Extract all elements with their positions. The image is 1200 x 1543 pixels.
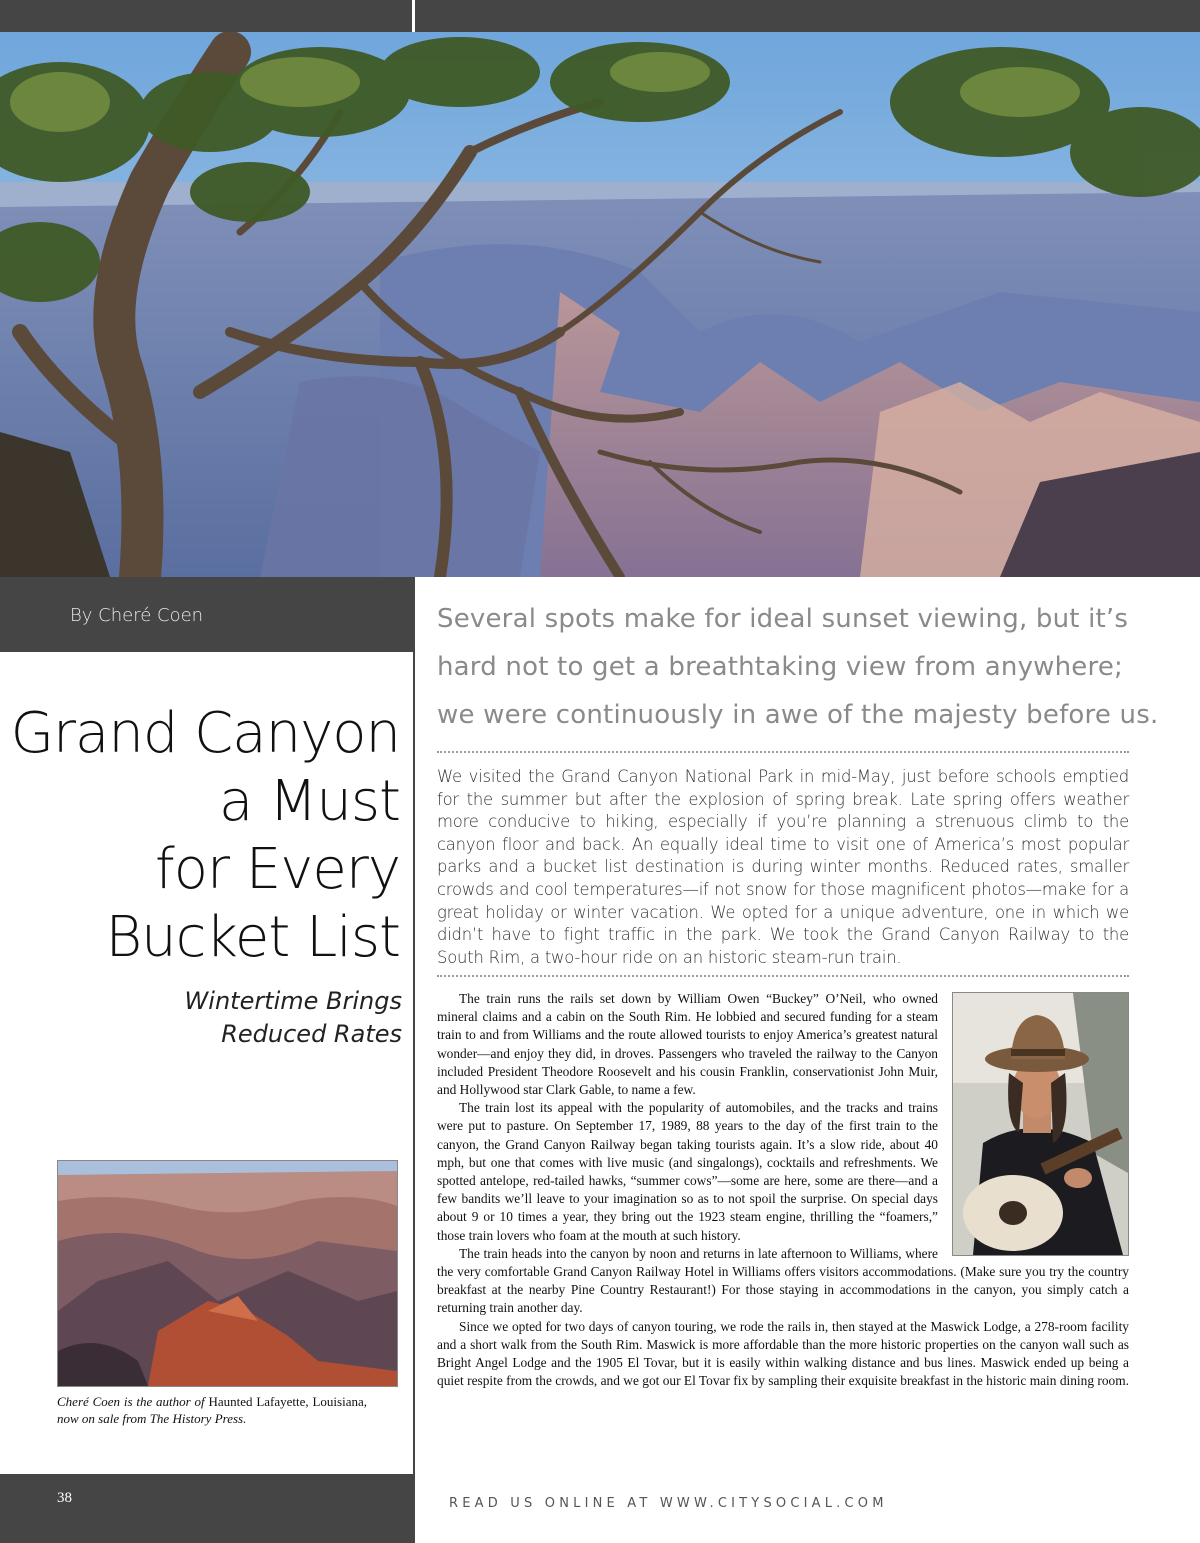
caption-book: Haunted Lafayette, Louisiana — [208, 1394, 364, 1409]
article-subtitle — [22, 985, 402, 1051]
divider-top — [437, 751, 1129, 753]
musician-photo-art — [953, 993, 1128, 1255]
caption-part1: Cheré Coen is the author of — [57, 1394, 209, 1409]
article-title — [0, 700, 400, 972]
column-rule — [413, 577, 415, 1543]
body-paragraph: Since we opted for two days of canyon touring, we rode the rails in, then stayed at the Maswick Lodge, a 278-room facility and a short walk from the South Rim. Maswick is more affordable than the more historic properties on the canyon wall such as Bright Angel Lodge and the 1905 El Tovar, but it is easily within walking distance and bus lines. Maswick ended up being a quiet respite from the crowds, and we got our El Tovar fix by sampling their exquisite breakfast in the historic main dining room. — [437, 1318, 1129, 1389]
title-line: for Every — [155, 837, 400, 902]
byline: By Cheré Coen — [70, 605, 204, 626]
footer-bar — [0, 1474, 413, 1543]
byline-bar — [0, 577, 413, 652]
page-number: 38 — [57, 1490, 72, 1506]
caption-part2: , now on sale from The History Press. — [57, 1394, 367, 1426]
title-line: a Must — [218, 769, 400, 834]
subtitle-line: Reduced Rates — [221, 1020, 402, 1048]
body-paragraph: The train heads into the canyon by noon and returns in late afternoon to Williams, where the very comfortable Grand Canyon Railway Hotel in Williams offers visitors accommodations. (Make sure you try the country breakfast at the nearby Pine Country Restaurant!) For those staying in accommodations in the canyon, you simply catch a returning train another day. — [437, 1245, 1129, 1316]
title-line: Bucket List — [105, 905, 400, 970]
body-paragraph: The train lost its appeal with the popularity of automobiles, and the tracks and trains were put to pasture. On September 17, 1989, 88 years to the day of the first train to the canyon, the Grand Canyon Railway began taking tourists again. It’s a slow ride, about 40 mph, but one that comes with live music (and singalongs), cocktails and refreshments. We spotted antelope, red-tailed hawks, “summer cows”—some are here, some are there—and a few bandits we’ll leave to your imagination so as to not spoil the surprise. On special days about 9 or 10 times a year, they bring out the 1923 steam engine, thrilling the “foamers,” those train lovers who foam at the mouth at such history. — [437, 1100, 938, 1243]
intro-paragraph: We visited the Grand Canyon National Park in mid-May, just before schools emptied for the summer but after the explosion of spring break. Late spring offers weather more conducive to hiking, especially if you’re planning a strenuous climb to the canyon floor and back. An equally ideal time to visit one of America’s most popular parks and a bucket list destination is during winter months. Reduced rates, smaller crowds and cool temperatures—if not snow for those magnificent photos—make for a great holiday or winter vacation. We opted for a unique adventure, one in which we didn’t have to fight traffic in the park. We took the Grand Canyon Railway to the South Rim, a two-hour ride on an historic steam-run train. — [437, 767, 1129, 967]
hero-photo-art — [0, 32, 1200, 577]
footer-url: READ US ONLINE AT WWW.CITYSOCIAL.COM — [449, 1496, 888, 1511]
article-body — [437, 990, 1129, 1390]
pull-quote: Several spots make for ideal sunset viewing, but it’s hard not to get a breathtaking view from anywhere; we were continuously in awe of the majesty before us. — [437, 604, 1159, 730]
hero-photo — [0, 32, 1200, 577]
body-paragraph: The train runs the rails set down by William Owen “Buckey” O’Neil, who owned mineral claims and a cabin on the South Rim. He lobbied and secured funding for a steam train to and from Williams and the route allowed tourists to enjoy America’s greatest natural wonder—and enjoy they did, in droves. Passengers who traveled the railway to the Canyon included President Theodore Roosevelt and his cousin Franklin, conservationist John Muir, and Hollywood star Clark Gable, to name a few. — [437, 991, 938, 1098]
top-bar — [0, 0, 1200, 32]
subtitle-line: Wintertime Brings — [184, 987, 402, 1015]
title-line: Grand Canyon — [10, 701, 400, 766]
divider-bottom — [437, 975, 1129, 977]
canyon-photo — [57, 1160, 398, 1387]
top-bar-divider — [412, 0, 415, 32]
author-caption — [57, 1393, 367, 1427]
canyon-photo-art — [58, 1161, 397, 1386]
musician-photo — [952, 992, 1129, 1256]
